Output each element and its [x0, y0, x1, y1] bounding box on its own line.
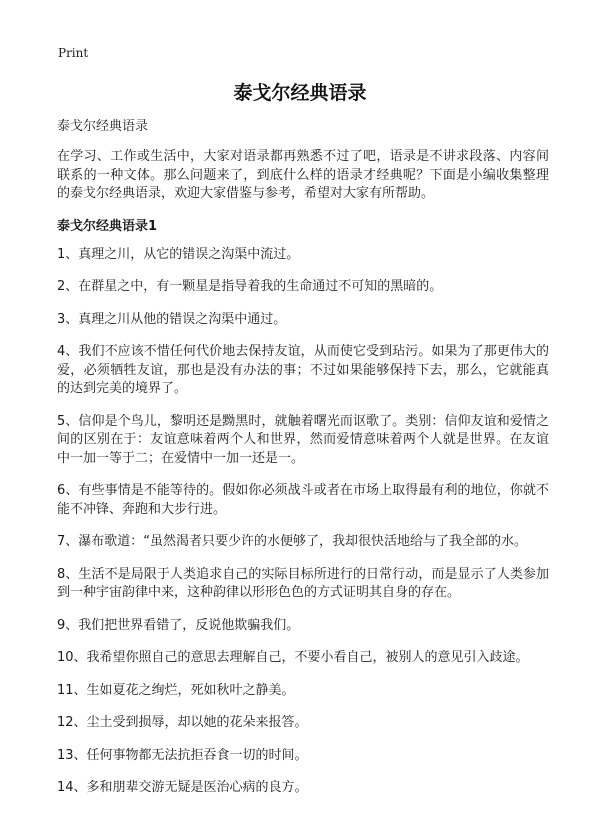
quote-item: 10、我希望你照自己的意思去理解自己，不要小看自己，被别人的意见引入歧途。 [57, 650, 529, 665]
intro-paragraph: 在学习、工作或生活中，大家对语录都再熟悉不过了吧，语录是不讲求段落、内容间联系的一种文体。那么问题来了，到底什么样的语录才经典呢？下面是小编收集整理的泰戈尔经典语录，欢迎大家借鉴与参考，希望对大家有所帮助。 [57, 149, 549, 201]
quote-item: 12、尘土受到损辱，却以她的花朵来报答。 [57, 715, 308, 730]
quote-item: 5、信仰是个鸟儿，黎明还是黝黑时，就触着曙光而讴歌了。类别：信仰友谊和爱情之间的区别在于：友谊意味着两个人和世界，然而爱情意味着两个人就是世界。在友谊中一加一等于二；在爱情中一加一还是一。 [57, 413, 549, 466]
quote-item: 6、有些事情是不能等待的。假如你必须战斗或者在市场上取得最有利的地位，你就不能不冲锋、奔跑和大步行进。 [57, 483, 549, 517]
quote-item: 4、我们不应该不惜任何代价地去保持友谊，从而使它受到玷污。如果为了那更伟大的爱，必须牺牲友谊，那也是没有办法的事；不过如果能够保持下去，那么，它就能真的达到完美的境界了。 [57, 344, 549, 396]
quote-item: 7、瀑布歌道：“虽然渴者只要少许的水便够了，我却很快活地给与了我全部的水。 [57, 534, 528, 549]
quote-item: 11、生如夏花之绚烂，死如秋叶之静美。 [57, 682, 295, 698]
quote-item: 1、真理之川，从它的错误之沟渠中流过。 [57, 246, 300, 262]
quote-item: 13、任何事物都无法抗拒吞食一切的时间。 [57, 747, 308, 763]
document-body [57, 118, 549, 812]
quote-item: 2、在群星之中，有一颗星是指导着我的生命通过不可知的黑暗的。 [57, 279, 443, 294]
quote-item: 8、生活不是局限于人类追求自己的实际目标所进行的日常行动，而是显示了人类参加到一种宇宙韵律中来，这种韵律以形形色色的方式证明其自身的存在。 [57, 566, 549, 600]
page-title: 泰戈尔经典语录 [233, 82, 367, 104]
section-heading: 泰戈尔经典语录1 [57, 218, 158, 234]
quote-item: 14、多和朋辈交游无疑是医治心病的良方。 [57, 780, 308, 795]
quote-list [57, 246, 549, 798]
print-link[interactable]: Print [58, 46, 89, 60]
quote-item: 3、真理之川从他的错误之沟渠中通过。 [57, 311, 287, 327]
document-subtitle: 泰戈尔经典语录 [57, 119, 149, 134]
quote-item: 9、我们把世界看错了，反说他欺骗我们。 [57, 617, 300, 633]
